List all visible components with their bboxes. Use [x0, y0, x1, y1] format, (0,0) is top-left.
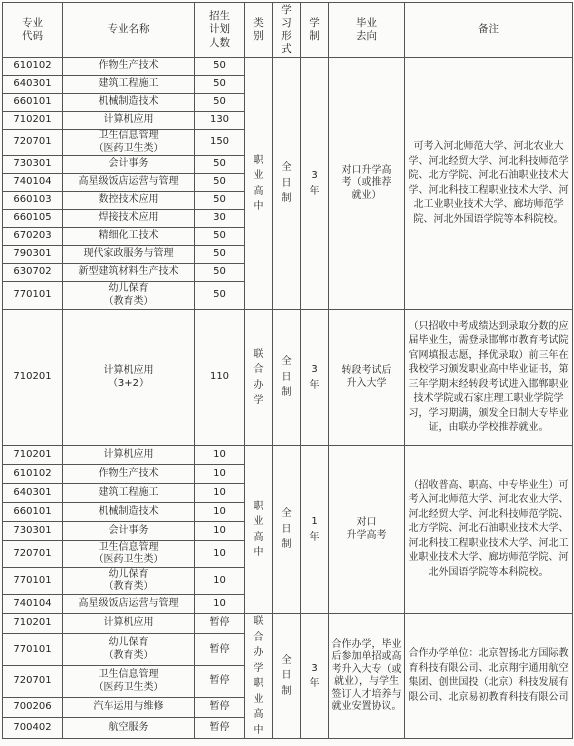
enrollment-count: 50: [195, 228, 245, 246]
major-code: 640301: [3, 76, 63, 94]
enrollment-count: 50: [195, 192, 245, 210]
major-name: 机械制造技术: [63, 503, 195, 522]
enrollment-count: 50: [195, 94, 245, 112]
enrollment-count: 10: [195, 541, 245, 568]
major-code: 670203: [3, 228, 63, 246]
enrollment-count: 50: [195, 282, 245, 310]
remark-cell: （招收普高、职高、中专毕业生）可考入河北师范大学、河北农业大学、河北经贸大学、河北科技师范学院、北方学院、河北石油职业技术大学、河北科技工程职业技术大学、河北工业职业技术大学、廊坊师范学院、河北外国语学院等本科院校。: [405, 446, 573, 614]
major-code: 720701: [3, 541, 63, 568]
major-name: 幼儿保育 （教育类）: [63, 568, 195, 595]
major-code: 700206: [3, 697, 63, 717]
enrollment-count: 50: [195, 264, 245, 282]
major-code: 720701: [3, 666, 63, 698]
major-name: 会计事务: [63, 156, 195, 174]
major-code: 740104: [3, 595, 63, 614]
major-code: 660101: [3, 94, 63, 112]
major-code: 710201: [3, 614, 63, 634]
major-name: 计算机应用: [63, 112, 195, 130]
remark-cell: 合作办学单位：北京智扬北方国际教育科技有限公司、北京翔宇通用航空集团、创世国投（北京）科技发展有限公司、北京易初教育科技有限公司: [405, 614, 573, 739]
major-name: 卫生信息管理 （医药卫生类）: [63, 541, 195, 568]
header-code: 专业 代码: [3, 3, 63, 58]
enrollment-count: 暂停: [195, 614, 245, 634]
major-code: 710201: [3, 446, 63, 465]
category-cell: 联 合 办 学 职 业 高 中: [245, 614, 273, 739]
enrollment-count: 50: [195, 76, 245, 94]
major-code: 740104: [3, 174, 63, 192]
major-code: 660105: [3, 210, 63, 228]
major-code: 770101: [3, 568, 63, 595]
enrollment-count: 暂停: [195, 697, 245, 717]
table-row: [3, 614, 573, 634]
major-name: 焊接技术应用: [63, 210, 195, 228]
enrollment-count: 10: [195, 522, 245, 541]
major-name: 建筑工程施工: [63, 484, 195, 503]
category-cell: 职 业 高 中: [245, 446, 273, 614]
major-name: 汽车运用与维修: [63, 697, 195, 717]
enrollment-count: 暂停: [195, 666, 245, 698]
enrollment-count: 30: [195, 210, 245, 228]
destination-cell: 合作办学，毕业后参加单招或高考升入大专（或就业），与学生签订人才培养与就业安置协议。: [329, 614, 405, 739]
enrollment-count: 10: [195, 465, 245, 484]
header-duration: 学 制: [301, 3, 329, 58]
study-form-cell: 全 日 制: [273, 58, 301, 310]
major-code: 770101: [3, 282, 63, 310]
major-code: 770101: [3, 634, 63, 666]
major-name: 卫生信息管理 （医药卫生类）: [63, 666, 195, 698]
header-remark: 备注: [405, 3, 573, 58]
major-name: 机械制造技术: [63, 94, 195, 112]
enrollment-count: 10: [195, 503, 245, 522]
enrollment-count: 10: [195, 446, 245, 465]
major-name: 数控技术应用: [63, 192, 195, 210]
major-code: 700402: [3, 718, 63, 739]
header-destination: 毕业 去向: [329, 3, 405, 58]
destination-cell: 对口升学高 考（或推荐 就业）: [329, 58, 405, 310]
major-code: 720701: [3, 130, 63, 156]
major-code: 660101: [3, 503, 63, 522]
table-row: [3, 446, 573, 465]
major-name: 作物生产技术: [63, 58, 195, 76]
enrollment-count: 暂停: [195, 634, 245, 666]
category-cell: 联 合 办 学: [245, 310, 273, 446]
remark-cell: 可考入河北师范大学、河北农业大学、河北经贸大学、河北科技师范学院、北方学院、河北石油职业技术大学、河北科技工程职业技术大学、河北工业职业技术大学、廊坊师范学院、河北外国语学院等本科院校。: [405, 58, 573, 310]
major-name: 高星级饭店运营与管理: [63, 595, 195, 614]
major-name: 会计事务: [63, 522, 195, 541]
major-code: 710201: [3, 112, 63, 130]
enrollment-count: 10: [195, 568, 245, 595]
major-code: 640301: [3, 484, 63, 503]
major-name: 高星级饭店运营与管理: [63, 174, 195, 192]
category-cell: 职 业 高 中: [245, 58, 273, 310]
major-name: 计算机应用: [63, 446, 195, 465]
enrollment-count: 10: [195, 595, 245, 614]
enrollment-count: 10: [195, 484, 245, 503]
destination-cell: 对口 升学高考: [329, 446, 405, 614]
enrollment-count: 50: [195, 156, 245, 174]
enrollment-count: 50: [195, 174, 245, 192]
enrollment-count: 130: [195, 112, 245, 130]
header-row: [3, 3, 573, 58]
header-category: 类 别: [245, 3, 273, 58]
major-name: 建筑工程施工: [63, 76, 195, 94]
major-name: 航空服务: [63, 718, 195, 739]
duration-cell: 3 年: [301, 614, 329, 739]
table-row: [3, 310, 573, 446]
major-code: 610102: [3, 465, 63, 484]
major-code: 610102: [3, 58, 63, 76]
major-code: 630702: [3, 264, 63, 282]
enrollment-count: 50: [195, 58, 245, 76]
major-name: 卫生信息管理 （医药卫生类）: [63, 130, 195, 156]
enrollment-count: 50: [195, 246, 245, 264]
major-code: 790301: [3, 246, 63, 264]
study-form-cell: 全 日 制: [273, 614, 301, 739]
major-code: 730301: [3, 156, 63, 174]
table-row: [3, 58, 573, 76]
duration-cell: 3 年: [301, 58, 329, 310]
duration-cell: 1 年: [301, 446, 329, 614]
enrollment-count: 暂停: [195, 718, 245, 739]
destination-cell: 转段考试后 升入大学: [329, 310, 405, 446]
header-name: 专业名称: [63, 3, 195, 58]
header-study-form: 学 习 形 式: [273, 3, 301, 58]
major-code: 710201: [3, 310, 63, 446]
enrollment-plan-table: [2, 2, 573, 739]
study-form-cell: 全 日 制: [273, 310, 301, 446]
major-code: 660103: [3, 192, 63, 210]
major-code: 730301: [3, 522, 63, 541]
major-name: 计算机应用 （3+2）: [63, 310, 195, 446]
enrollment-count: 150: [195, 130, 245, 156]
header-count: 招生 计划 人数: [195, 3, 245, 58]
enrollment-count: 110: [195, 310, 245, 446]
major-name: 幼儿保育 （教育类）: [63, 634, 195, 666]
major-name: 幼儿保育 （教育类）: [63, 282, 195, 310]
major-name: 现代家政服务与管理: [63, 246, 195, 264]
remark-cell: （只招收中考成绩达到录取分数的应届毕业生，需登录邯郸市教育考试院官网填报志愿，择优录取）前三年在我校学习颁发职业高中毕业证书，第三年学期末经转段考试进入邯郸职业技术学院或石家庄理工职业学院学习，学习期满，颁发全日制大专毕业证，由联办学校推荐就业。: [405, 310, 573, 446]
major-name: 精细化工技术: [63, 228, 195, 246]
major-name: 计算机应用: [63, 614, 195, 634]
duration-cell: 3 年: [301, 310, 329, 446]
major-name: 作物生产技术: [63, 465, 195, 484]
study-form-cell: 全 日 制: [273, 446, 301, 614]
major-name: 新型建筑材料生产技术: [63, 264, 195, 282]
